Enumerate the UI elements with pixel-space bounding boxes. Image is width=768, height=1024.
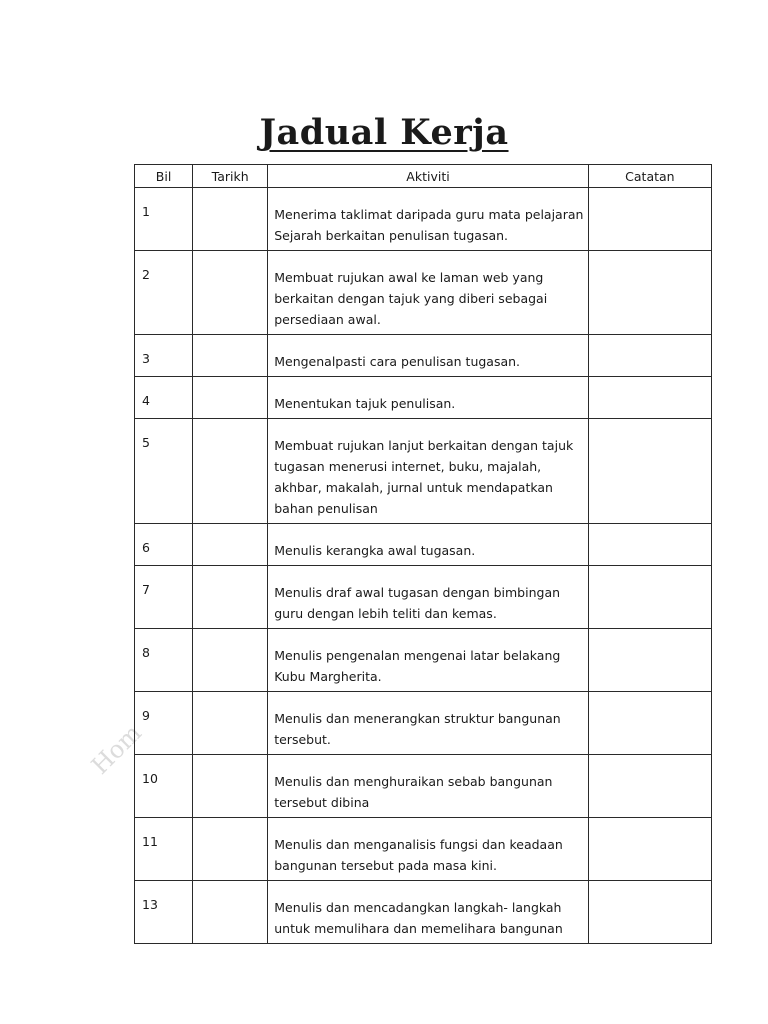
cell-aktiviti: [268, 251, 589, 335]
cell-tarikh: [193, 419, 268, 524]
aktiviti-line: Menerima taklimat daripada guru mata pelajaran: [274, 207, 584, 222]
table-row: [135, 377, 712, 419]
cell-tarikh: [193, 335, 268, 377]
header-tarikh: Tarikh: [193, 165, 268, 188]
table-row: [135, 818, 712, 881]
cell-tarikh: [193, 692, 268, 755]
aktiviti-line: Menulis kerangka awal tugasan.: [274, 543, 476, 558]
cell-aktiviti: [268, 692, 589, 755]
aktiviti-line: Menulis pengenalan mengenai latar belakang: [274, 648, 561, 663]
cell-aktiviti: [268, 818, 589, 881]
cell-catatan: [588, 566, 711, 629]
cell-aktiviti: [268, 881, 589, 944]
work-schedule-table: [134, 164, 712, 944]
aktiviti-line: bangunan tersebut pada masa kini.: [274, 858, 497, 873]
aktiviti-line: Menulis dan menganalisis fungsi dan keadaan: [274, 837, 563, 852]
header-row: [135, 165, 712, 188]
cell-aktiviti: [268, 419, 589, 524]
cell-catatan: [588, 629, 711, 692]
cell-catatan: [588, 188, 711, 251]
cell-aktiviti: [268, 755, 589, 818]
table-row: [135, 188, 712, 251]
aktiviti-line: Menulis dan mencadangkan langkah- langkah: [274, 900, 562, 915]
cell-tarikh: [193, 755, 268, 818]
title-text: Jadual Kerja: [259, 112, 509, 153]
table-row: [135, 335, 712, 377]
table-row: [135, 881, 712, 944]
cell-aktiviti: [268, 566, 589, 629]
table-body: [135, 188, 712, 944]
cell-tarikh: [193, 881, 268, 944]
cell-tarikh: [193, 377, 268, 419]
cell-catatan: [588, 881, 711, 944]
cell-bil: 11: [135, 818, 193, 881]
aktiviti-line: Menulis dan menerangkan struktur bangunan: [274, 711, 561, 726]
cell-catatan: [588, 335, 711, 377]
watermark: Hom: [86, 718, 147, 780]
cell-bil: 7: [135, 566, 193, 629]
cell-bil: 9: [135, 692, 193, 755]
aktiviti-line: akhbar, makalah, jurnal untuk mendapatkan: [274, 480, 553, 495]
aktiviti-line: untuk memulihara dan memelihara bangunan: [274, 921, 563, 936]
cell-catatan: [588, 377, 711, 419]
aktiviti-line: persediaan awal.: [274, 312, 381, 327]
cell-aktiviti: [268, 524, 589, 566]
cell-catatan: [588, 692, 711, 755]
header-bil: Bil: [135, 165, 193, 188]
cell-catatan: [588, 524, 711, 566]
aktiviti-line: Membuat rujukan lanjut berkaitan dengan tajuk: [274, 438, 574, 453]
cell-bil: 4: [135, 377, 193, 419]
cell-catatan: [588, 251, 711, 335]
cell-aktiviti: [268, 335, 589, 377]
cell-aktiviti: [268, 629, 589, 692]
cell-tarikh: [193, 818, 268, 881]
table-row: [135, 566, 712, 629]
aktiviti-line: Menulis draf awal tugasan dengan bimbingan: [274, 585, 561, 600]
table-row: [135, 629, 712, 692]
cell-tarikh: [193, 188, 268, 251]
cell-bil: 2: [135, 251, 193, 335]
aktiviti-line: guru dengan lebih teliti dan kemas.: [274, 606, 497, 621]
cell-tarikh: [193, 566, 268, 629]
cell-catatan: [588, 755, 711, 818]
table-row: [135, 251, 712, 335]
aktiviti-line: bahan penulisan: [274, 501, 378, 516]
cell-catatan: [588, 419, 711, 524]
cell-bil: 3: [135, 335, 193, 377]
aktiviti-line: tersebut dibina: [274, 795, 370, 810]
aktiviti-line: Kubu Margherita.: [274, 669, 382, 684]
aktiviti-line: Menentukan tajuk penulisan.: [274, 396, 456, 411]
aktiviti-line: Sejarah berkaitan penulisan tugasan.: [274, 228, 509, 243]
cell-bil: 1: [135, 188, 193, 251]
cell-bil: 10: [135, 755, 193, 818]
cell-bil: 6: [135, 524, 193, 566]
table-row: [135, 755, 712, 818]
aktiviti-line: tugasan menerusi internet, buku, majalah,: [274, 459, 542, 474]
cell-tarikh: [193, 629, 268, 692]
table-row: [135, 692, 712, 755]
cell-bil: 5: [135, 419, 193, 524]
aktiviti-line: Membuat rujukan awal ke laman web yang: [274, 270, 544, 285]
aktiviti-line: tersebut.: [274, 732, 331, 747]
page-title: [0, 112, 768, 153]
cell-aktiviti: [268, 188, 589, 251]
table-row: [135, 524, 712, 566]
header-aktiviti: Aktiviti: [268, 165, 589, 188]
table-row: [135, 419, 712, 524]
aktiviti-line: Mengenalpasti cara penulisan tugasan.: [274, 354, 521, 369]
aktiviti-line: Menulis dan menghuraikan sebab bangunan: [274, 774, 553, 789]
cell-aktiviti: [268, 377, 589, 419]
header-catatan: Catatan: [588, 165, 711, 188]
cell-tarikh: [193, 524, 268, 566]
cell-bil: 13: [135, 881, 193, 944]
aktiviti-line: berkaitan dengan tajuk yang diberi sebagai: [274, 291, 548, 306]
cell-bil: 8: [135, 629, 193, 692]
cell-tarikh: [193, 251, 268, 335]
cell-catatan: [588, 818, 711, 881]
